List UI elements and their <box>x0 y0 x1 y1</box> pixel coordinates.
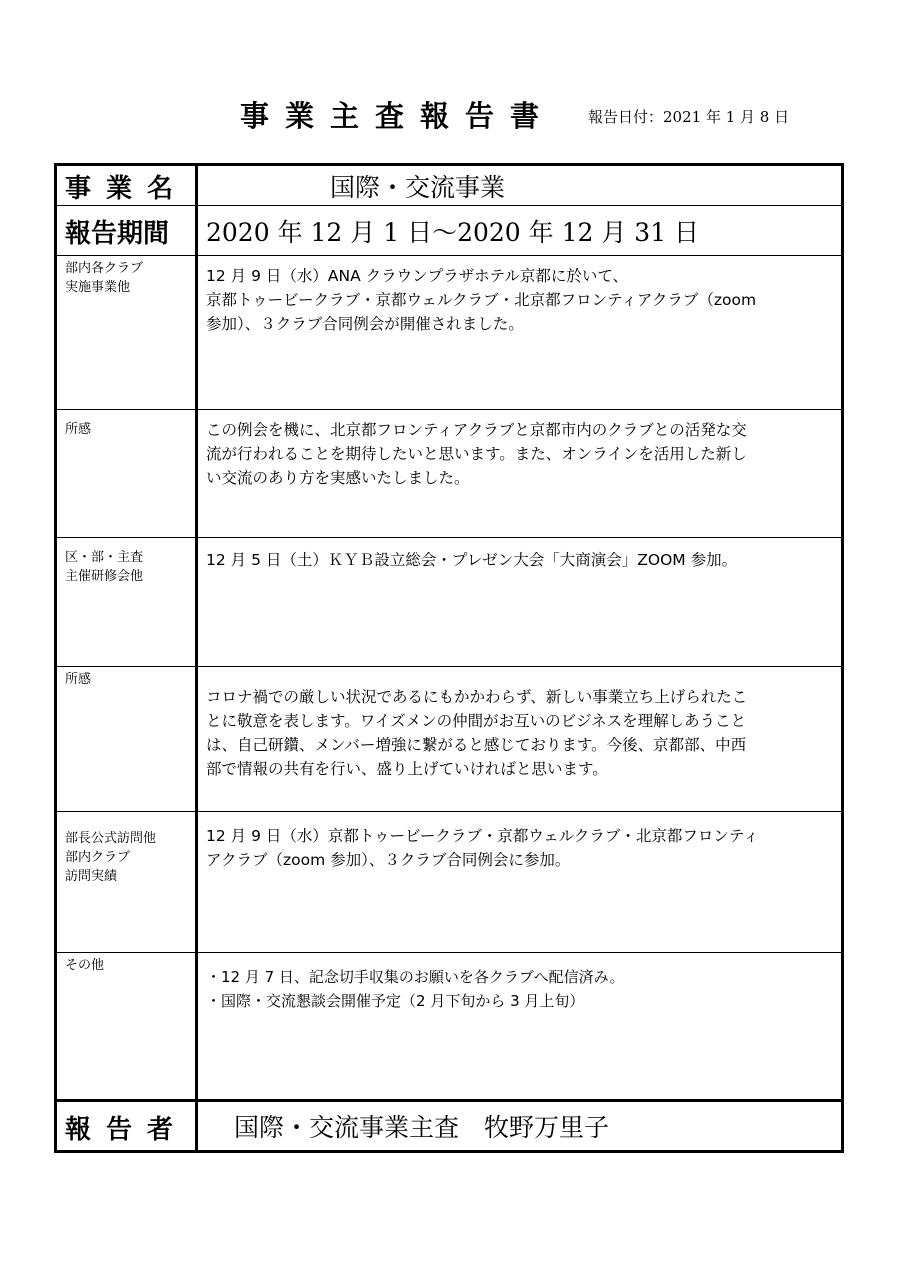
visits-label-line: 部長公式訪問他 <box>65 831 157 846</box>
impression-1-text-line: い交流のあり方を実感いたしました。 <box>206 469 470 487</box>
period-row <box>56 206 843 256</box>
impression-2-text-line: とに敬意を表します。ワイズメンの仲間がお互いのビジネスを理解しあうこと <box>206 712 747 730</box>
club-events-text-line: 京都トゥービークラブ・京都ウェルクラブ・北京都フロンティアクラブ（zoom <box>206 291 757 309</box>
reporter-row <box>56 1101 843 1152</box>
visits-text-line: アクラブ（zoom 参加）、３クラブ合同例会に参加。 <box>206 851 571 869</box>
document-title: 事業主査報告書 <box>240 99 556 133</box>
club-events-label <box>56 256 197 410</box>
visits-text-line: 12 月 9 日（水）京都トゥービークラブ・京都ウェルクラブ・北京都フロンティ <box>206 827 759 845</box>
impression-2-text-line: 部で情報の共有を行い、盛り上げていければと思います。 <box>206 760 608 778</box>
report-date: 報告日付：2021 年 1 月 8 日 <box>588 108 790 126</box>
training-row <box>56 538 843 667</box>
other-text-line: ・12 月 7 日、記念切手収集のお願いを各クラブへ配信済み。 <box>206 968 625 986</box>
impression-1-text-line: 流が行われることを期待したいと思います。また、オンラインを活用した新し <box>206 445 747 463</box>
reporter-label: 報告者 <box>56 1101 197 1152</box>
project-name-row <box>56 165 843 206</box>
other-content <box>197 953 843 1101</box>
club-events-label-line: 実施事業他 <box>65 280 131 295</box>
club-events-text-line: 参加）、３クラブ合同例会が開催されました。 <box>206 315 524 333</box>
other-row <box>56 953 843 1101</box>
impression-1-text-line: この例会を機に、北京都フロンティアクラブと京都市内のクラブとの活発な交 <box>206 421 747 439</box>
impression-2-label: 所感 <box>56 667 197 812</box>
training-label <box>56 538 197 667</box>
club-events-label-line: 部内各クラブ <box>65 261 144 276</box>
other-text-line: ・国際・交流懇談会開催予定（2 月下旬から 3 月上旬） <box>206 992 585 1010</box>
impression-2-text-line: コロナ禍での厳しい状況であるにもかかわらず、新しい事業立ち上げられたこ <box>206 688 748 706</box>
reporter-value: 国際・交流事業主査 牧野万里子 <box>197 1101 843 1152</box>
training-text-line: 12 月 5 日（土）ＫＹＢ設立総会・プレゼン大会「大商演会」ZOOM 参加。 <box>206 551 738 569</box>
document-header <box>0 96 900 136</box>
visits-label <box>56 812 197 953</box>
visits-label-line: 訪問実績 <box>65 869 118 884</box>
impression-1-content <box>197 410 843 538</box>
training-label-line: 区・部・主査 <box>65 550 144 565</box>
club-events-content <box>197 256 843 410</box>
project-name-value: 国際・交流事業 <box>197 165 843 206</box>
visits-label-line: 部内クラブ <box>65 850 131 865</box>
club-events-text-line: 12 月 9 日（水）ANA クラウンプラザホテル京都に於いて、 <box>206 267 629 285</box>
project-name-label: 事業名 <box>56 165 197 206</box>
impression-2-spacer <box>206 675 835 685</box>
visits-label-spacer <box>65 815 195 829</box>
club-events-row <box>56 256 843 410</box>
period-value: 2020 年 12 月 1 日～2020 年 12 月 31 日 <box>197 206 843 256</box>
training-content <box>197 538 843 667</box>
impression-2-row <box>56 667 843 812</box>
period-label: 報告期間 <box>56 206 197 256</box>
training-label-line: 主催研修会他 <box>65 569 144 584</box>
impression-1-label: 所感 <box>56 410 197 538</box>
visits-row <box>56 812 843 953</box>
other-label: その他 <box>56 953 197 1101</box>
impression-2-text-line: は、自己研鑽、メンバー増強に繋がると感じております。今後、京都部、中西 <box>206 736 747 754</box>
impression-2-content <box>197 667 843 812</box>
report-table <box>54 163 844 1153</box>
visits-content <box>197 812 843 953</box>
impression-1-row <box>56 410 843 538</box>
